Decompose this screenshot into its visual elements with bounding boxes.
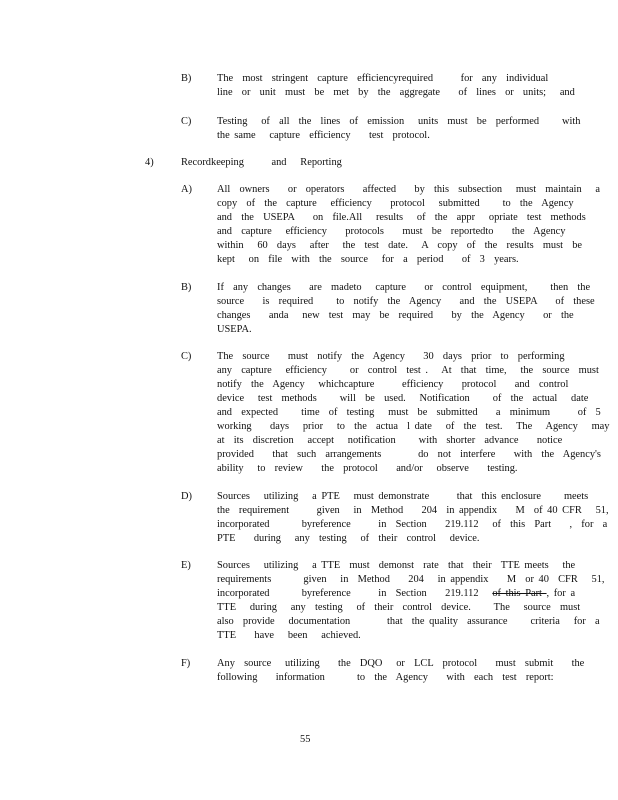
item-label: C) bbox=[181, 351, 192, 362]
item-label: C) bbox=[181, 116, 192, 127]
text-line: and the USEPA on file.All results of the appr opriate test methods bbox=[217, 212, 586, 223]
text-line: notify the Agency whichcapture efficiency protocol and control bbox=[217, 379, 569, 390]
text-line: and capture efficiency protocols must be reportedto the Agency bbox=[217, 226, 566, 237]
text-line: within 60 days after the test date. A copy of the results must be bbox=[217, 240, 583, 251]
text-line: provided that such arrangements do not interfere with the Agency's bbox=[217, 449, 601, 460]
text-line: working days prior to the actua l date of the test. The Agency may bbox=[217, 421, 610, 432]
text-line: All owners or operators affected by this subsection must maintain a bbox=[217, 184, 601, 195]
text-line: ability to review the protocol and/or observe testing. bbox=[217, 463, 518, 474]
item-label: D) bbox=[181, 491, 192, 502]
item-label: B) bbox=[181, 73, 192, 84]
item-label: F) bbox=[181, 658, 191, 669]
section-heading: Recordkeeping and Reporting bbox=[181, 157, 342, 168]
text-line: also provide documentation that the quality assurance criteria for a bbox=[217, 616, 600, 627]
text-line: line or unit must be met by the aggregate of lines or units; and bbox=[217, 87, 575, 98]
text-line: changes anda new test may be required by the Agency or the bbox=[217, 310, 574, 321]
text-line: requirements given in Method 204 in appendix M or 40 CFR 51, bbox=[217, 574, 605, 585]
text-line: any capture efficiency or control test . At that time, the source must bbox=[217, 365, 599, 376]
text-line: source is required to notify the Agency and the USEPA of these bbox=[217, 296, 595, 307]
text-line: PTE during any testing of their control device. bbox=[217, 533, 480, 544]
text-line: at its discretion accept notification with shorter advance notice bbox=[217, 435, 563, 446]
text-line: the same capture efficiency test protocol. bbox=[217, 130, 430, 141]
text-line: Sources utilizing a PTE must demonstrate that this enclosure meets bbox=[217, 491, 589, 502]
text-line-with-strike bbox=[217, 588, 575, 600]
text-segment: incorporated byreference in Section 219.112 bbox=[217, 588, 493, 599]
section-number: 4) bbox=[145, 157, 154, 168]
text-line: The most stringent capture efficiencyrequired for any individual bbox=[217, 73, 549, 84]
item-label: B) bbox=[181, 282, 192, 293]
text-line: kept on file with the source for a period of 3 years. bbox=[217, 254, 519, 265]
text-line: incorporated byreference in Section 219.112 of this Part , for a bbox=[217, 519, 608, 530]
text-line: the requirement given in Method 204 in appendix M of 40 CFR 51, bbox=[217, 505, 609, 516]
page-number: 55 bbox=[300, 734, 311, 745]
text-line: Any source utilizing the DQO or LCL protocol must submit the bbox=[217, 658, 585, 669]
text-segment: , for a bbox=[546, 588, 576, 599]
text-line: Sources utilizing a TTE must demonst rate that their TTE meets the bbox=[217, 560, 576, 571]
text-line: Testing of all the lines of emission units must be performed with bbox=[217, 116, 581, 127]
text-line: USEPA. bbox=[217, 324, 252, 335]
text-line: If any changes are madeto capture or control equipment, then the bbox=[217, 282, 591, 293]
struck-text: of this Part bbox=[492, 588, 547, 599]
item-label: A) bbox=[181, 184, 192, 195]
item-label: E) bbox=[181, 560, 191, 571]
text-line: TTE during any testing of their control device. The source must bbox=[217, 602, 581, 613]
text-line: following information to the Agency with each test report: bbox=[217, 672, 554, 683]
text-line: copy of the capture efficiency protocol submitted to the Agency bbox=[217, 198, 574, 209]
text-line: The source must notify the Agency 30 days prior to performing bbox=[217, 351, 565, 362]
text-line: TTE have been achieved. bbox=[217, 630, 361, 641]
text-line: device test methods will be used. Notification of the actual date bbox=[217, 393, 589, 404]
text-line: and expected time of testing must be submitted a minimum of 5 bbox=[217, 407, 601, 418]
